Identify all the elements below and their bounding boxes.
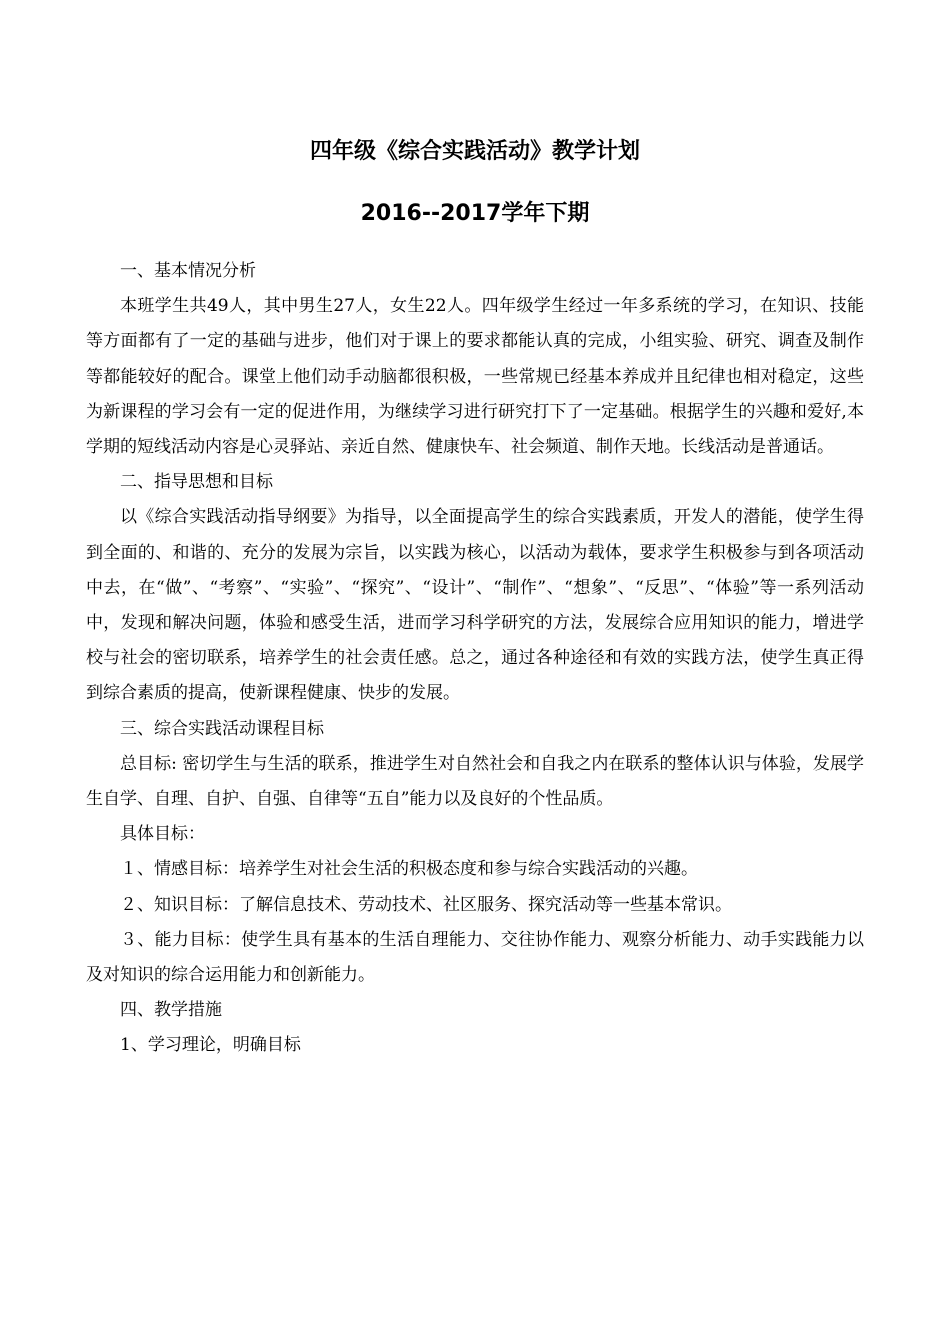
document-subtitle: 2016--2017学年下期 [360,201,590,226]
paragraph-guiding-ideas: 以《综合实践活动指导纲要》为指导，以全面提高学生的综合实践素质，开发人的潜能，使学生得到全面的、和谐的、充分的发展为宗旨，以实践为核心，以活动为载体，要求学生积极参与到各项活动中去，在“做”、“考察”、“实验”、“探究”、“设计”、“制作”、“想象”、“反思”、“体验”等一系列活动中，发现和解决问题，体验和感受生活，进而学习科学研究的方法，发展综合应用知识的能力，增进学校与社会的密切联系，培养学生的社会责任感。总之，通过各种途径和有效的实践方法，使学生真正得到综合素质的提高，使新课程健康、快步的发展。 [86,507,864,704]
section-heading-course-goals: 三、综合实践活动课程目标 [120,718,324,739]
paragraph-basic-analysis: 本班学生共49人，其中男生27人，女生22人。四年级学生经过一年多系统的学习，在知识、技能等方面都有了一定的基础与进步，他们对于课上的要求都能认真的完成，小组实验、研究、调查及制作等都能较好的配合。课堂上他们动手动脑都很积极，一些常规已经基本养成并且纪律也相对稳定，这些为新课程的学习会有一定的促进作用，为继续学习进行研究打下了一定基础。根据学生的兴趣和爱好,本学期的短线活动内容是心灵驿站、亲近自然、健康快车、社会频道、制作天地。长线活动是普通话。 [86,296,864,458]
paragraph-ability-goal: ３、能力目标：使学生具有基本的生活自理能力、交往协作能力、观察分析能力、动手实践能力以及对知识的综合运用能力和创新能力。 [86,929,864,986]
paragraph-specific-goals-label: 具体目标： [120,824,205,845]
paragraph-emotion-goal: １、情感目标：培养学生对社会生活的积极态度和参与综合实践活动的兴趣。 [120,859,698,880]
section-heading-basic-analysis: 一、基本情况分析 [120,261,256,281]
section-heading-guiding-ideas: 二、指导思想和目标 [120,472,273,493]
document-title: 四年级《综合实践活动》教学计划 [309,139,640,164]
document-body [86,254,864,1064]
paragraph-knowledge-goal: ２、知识目标：了解信息技术、劳动技术、社区服务、探究活动等一些基本常识。 [120,894,732,915]
section-heading-teaching-measures: 四、教学措施 [120,1000,222,1021]
paragraph-overall-goal: 总目标: 密切学生与生活的联系，推进学生对自然社会和自我之内在联系的整体认识与体验，发展学生自学、自理、自护、自强、自律等“五自”能力以及良好的个性品质。 [86,753,864,810]
paragraph-measure-1: 1、学习理论，明确目标 [120,1035,301,1056]
